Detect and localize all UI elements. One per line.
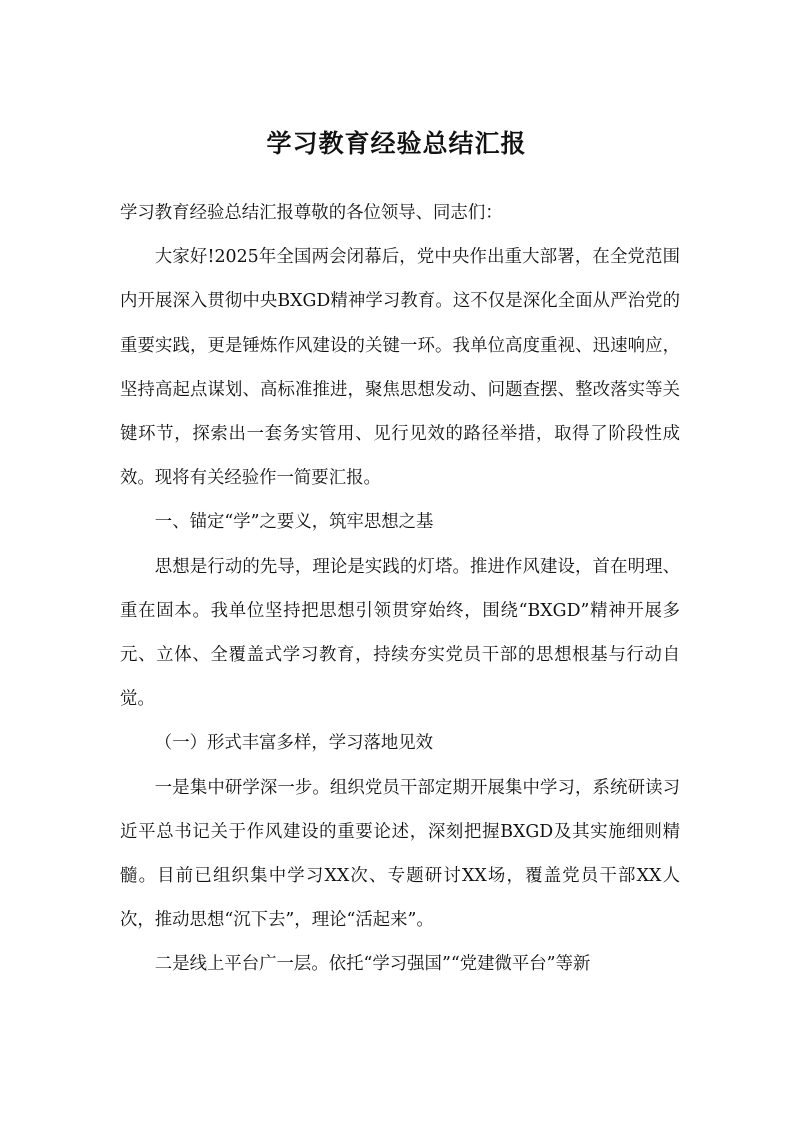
salutation: 学习教育经验总结汇报尊敬的各位领导、同志们： [120,203,503,223]
section-heading-1: 一、锚定“学”之要义，筑牢思想之基 [154,512,434,533]
paragraph-section-1: 思想是行动的先导，理论是实践的灯塔。推进作风建设，首在明理、重在固本。我单位坚持把思想引领贯穿始终，围绕“BXGD”精神开展多元、立体、全覆盖式学习教育，持续夯实党员干部的思想根基与行动自觉。 [120,556,680,710]
paragraph-intro: 大家好!2025年全国两会闭幕后，党中央作出重大部署，在全党范围内开展深入贯彻中央BXGD精神学习教育。这不仅是深化全面从严治党的重要实践，更是锤炼作风建设的关键一环。我单位高度重视、迅速响应，坚持高起点谋划、高标准推进，聚焦思想发动、问题查摆、整改落实等关键环节，探索出一套务实管用、见行见效的路径举措，取得了阶段性成效。现将有关经验作一简要汇报。 [120,247,680,489]
document-body [120,191,680,987]
document-title: 学习教育经验总结汇报 [266,129,527,158]
paragraph-item-2: 二是线上平台广一层。依托“学习强国”“党建微平台”等新 [154,954,591,975]
subsection-heading-1: （一）形式丰富多样，学习落地见效 [154,733,434,754]
paragraph-item-1: 一是集中研学深一步。组织党员干部定期开展集中学习，系统研读习近平总书记关于作风建设的重要论述，深刻把握BXGD及其实施细则精髓。目前已组织集中学习XX次、专题研讨XX场，覆盖党员干部XX人次，推动思想“沉下去”，理论“活起来”。 [120,777,680,931]
